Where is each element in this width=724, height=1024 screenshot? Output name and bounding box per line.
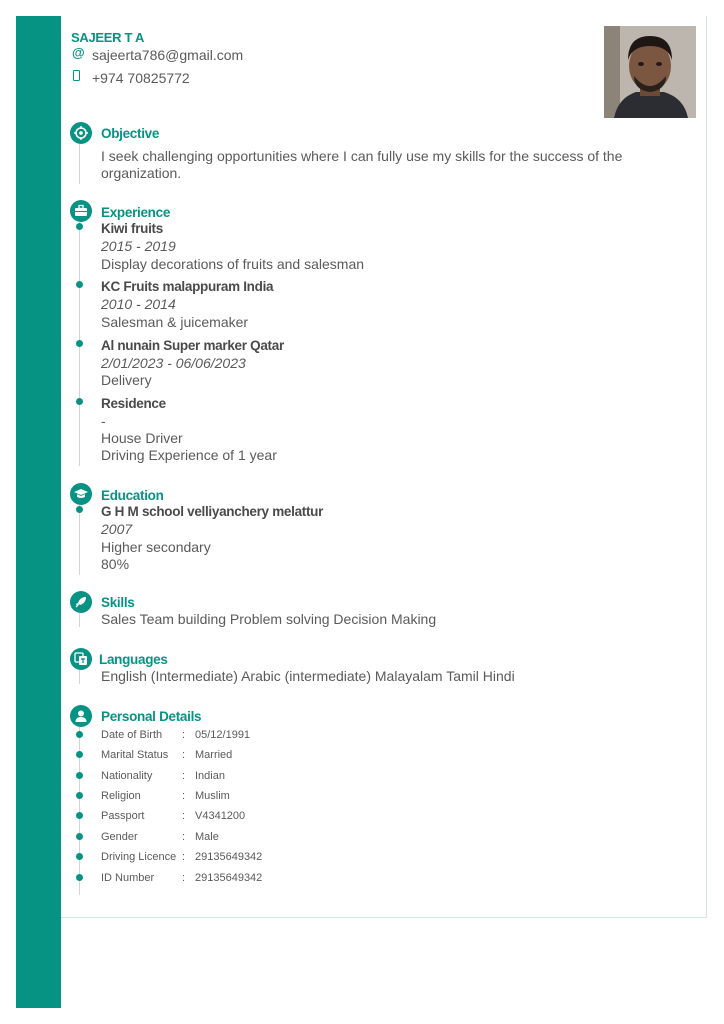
detail-value: 29135649342	[195, 851, 263, 863]
education-year: 2007	[101, 521, 133, 537]
translate-icon	[70, 648, 92, 670]
education-heading: Education	[101, 488, 164, 503]
job-title: Kiwi fruits	[101, 221, 163, 236]
detail-colon: :	[182, 749, 186, 761]
job-description: Delivery	[101, 372, 152, 388]
profile-photo	[604, 26, 696, 118]
detail-label: Marital Status	[101, 749, 169, 761]
job-description: House Driver	[101, 430, 183, 446]
education-score: 80%	[101, 556, 130, 572]
timeline-dot	[76, 853, 83, 860]
timeline-dot	[76, 398, 83, 405]
timeline-dot	[76, 812, 83, 819]
detail-colon: :	[182, 729, 186, 741]
detail-colon: :	[182, 810, 186, 822]
email-icon: @	[72, 45, 85, 60]
phone-icon	[73, 70, 80, 81]
timeline-dot	[76, 281, 83, 288]
timeline-dot	[76, 874, 83, 881]
job-description: Driving Experience of 1 year	[101, 447, 277, 463]
skills-text: Sales Team building Problem solving Decision Making	[101, 611, 437, 627]
job-description: Display decorations of fruits and salesman	[101, 256, 365, 272]
education-level: Higher secondary	[101, 539, 211, 555]
detail-colon: :	[182, 770, 186, 782]
timeline-dot	[76, 506, 83, 513]
target-icon	[70, 122, 92, 144]
timeline-dot	[76, 772, 83, 779]
detail-label: Nationality	[101, 770, 153, 782]
job-title: Al nunain Super marker Qatar	[101, 338, 284, 353]
objective-text-line-1: I seek challenging opportunities where I can fully use my skills for the success of the	[101, 148, 623, 164]
job-title: KC Fruits malappuram India	[101, 279, 274, 294]
experience-heading: Experience	[101, 205, 171, 220]
languages-heading: Languages	[99, 652, 168, 667]
detail-value: Male	[195, 831, 219, 843]
detail-value: Muslim	[195, 790, 230, 802]
left-accent-bar	[16, 16, 61, 1008]
skills-timeline	[79, 613, 80, 627]
detail-value: 05/12/1991	[195, 729, 251, 741]
detail-label: Driving Licence	[101, 851, 177, 863]
job-dates: -	[101, 413, 106, 429]
detail-value: 29135649342	[195, 872, 263, 884]
detail-colon: :	[182, 872, 186, 884]
detail-value: V4341200	[195, 810, 246, 822]
job-dates: 2010 - 2014	[101, 296, 176, 312]
languages-timeline	[79, 670, 80, 684]
briefcase-icon	[70, 200, 92, 222]
job-dates: 2015 - 2019	[101, 238, 176, 254]
objective-timeline	[79, 144, 80, 184]
graduation-cap-icon	[70, 483, 92, 505]
email-text: sajeerta786@gmail.com	[92, 47, 244, 63]
school-name: G H M school velliyanchery melattur	[101, 504, 324, 519]
education-timeline	[79, 505, 80, 575]
detail-colon: :	[182, 790, 186, 802]
rocket-icon	[70, 591, 92, 613]
user-icon	[70, 705, 92, 727]
job-description: Salesman & juicemaker	[101, 314, 249, 330]
detail-label: Gender	[101, 831, 138, 843]
detail-colon: :	[182, 851, 186, 863]
detail-value: Married	[195, 749, 233, 761]
job-title: Residence	[101, 396, 166, 411]
detail-colon: :	[182, 831, 186, 843]
timeline-dot	[76, 340, 83, 347]
objective-heading: Objective	[101, 126, 160, 141]
job-dates: 2/01/2023 - 06/06/2023	[101, 355, 246, 371]
objective-text-line-2: organization.	[101, 165, 182, 181]
detail-value: Indian	[195, 770, 225, 782]
timeline-dot	[76, 751, 83, 758]
detail-label: Religion	[101, 790, 141, 802]
timeline-dot	[76, 223, 83, 230]
languages-text: English (Intermediate) Arabic (intermediate) Malayalam Tamil Hindi	[101, 668, 515, 684]
detail-label: Passport	[101, 810, 145, 822]
timeline-dot	[76, 731, 83, 738]
personal-details-heading: Personal Details	[101, 709, 202, 724]
phone-text: +974 70825772	[92, 70, 190, 86]
skills-heading: Skills	[101, 595, 135, 610]
timeline-dot	[76, 833, 83, 840]
detail-label: Date of Birth	[101, 729, 163, 741]
detail-label: ID Number	[101, 872, 155, 884]
candidate-name: SAJEER T A	[71, 30, 145, 45]
timeline-dot	[76, 792, 83, 799]
